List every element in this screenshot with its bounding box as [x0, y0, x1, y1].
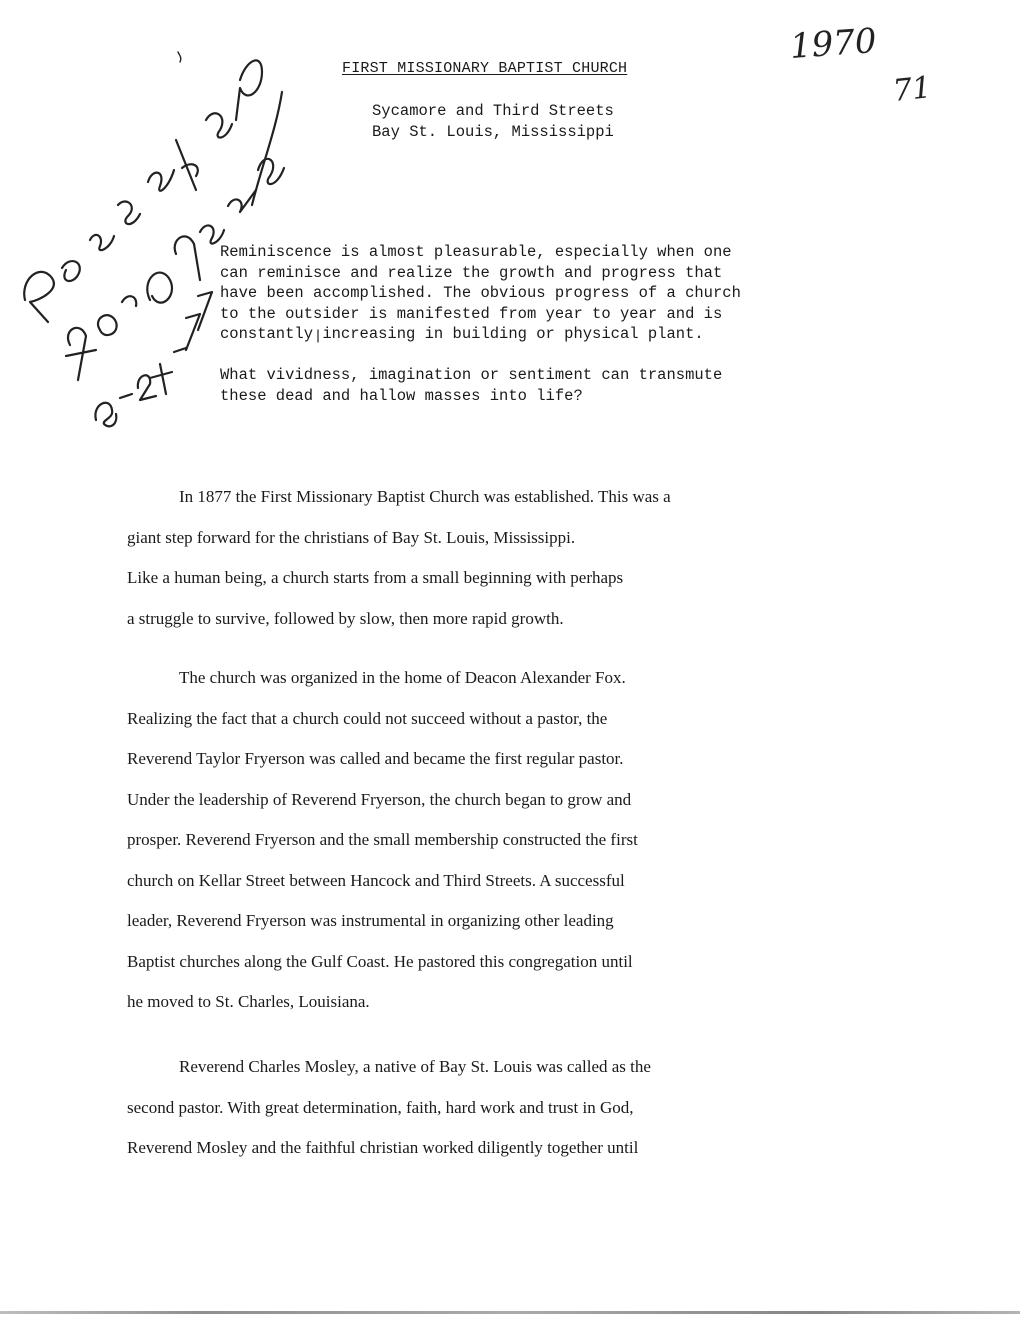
scan-edge-line — [0, 1311, 1020, 1314]
text-line: leader, Reverend Fryerson was instrumental in organizing other leading — [127, 911, 614, 930]
text-line: Reverend Charles Mosley, a native of Bay St. Louis was called as the — [179, 1057, 651, 1076]
handwritten-number: 71 — [891, 70, 933, 109]
text-line: In 1877 the First Missionary Baptist Church was established. This was a — [179, 487, 671, 506]
address-block — [372, 101, 614, 143]
intro-paragraph-1 — [220, 242, 840, 345]
text-line: can reminisce and realize the growth and progress that — [220, 263, 723, 282]
text-line: Under the leadership of Reverend Fryerson, the church began to grow and — [127, 789, 632, 809]
text-line: constantly increasing in building or physical plant. — [220, 325, 704, 343]
text-line: have been accomplished. The obvious progress of a church — [220, 284, 741, 302]
document-title: FIRST MISSIONARY BAPTIST CHURCH — [342, 60, 628, 77]
address-line-city: Bay St. Louis, Mississippi — [372, 123, 614, 141]
text-line: Reverend Taylor Fryerson was called and became the first regular pastor. — [127, 749, 624, 768]
address-line-street: Sycamore and Third Streets — [372, 102, 614, 120]
text-line: church on Kellar Street between Hancock and Third Streets. A successful — [127, 870, 625, 890]
body-paragraph-3 — [127, 1047, 927, 1169]
text-line: The church was organized in the home of Deacon Alexander Fox. — [179, 668, 626, 687]
text-line: Reverend Mosley and the faithful christian worked diligently together until — [127, 1138, 639, 1157]
text-line: these dead and hallow masses into life? — [220, 386, 583, 405]
text-line: Like a human being, a church starts from a small beginning with perhaps — [127, 568, 624, 587]
text-line: a struggle to survive, followed by slow, then more rapid growth. — [127, 608, 564, 628]
text-line: to the outsider is manifested from year to year and is — [220, 304, 723, 323]
text-line: Realizing the fact that a church could not succeed without a pastor, the — [127, 708, 608, 728]
text-line: Reminiscence is almost pleasurable, especially when one — [220, 243, 732, 261]
text-line: What vividness, imagination or sentiment can transmute — [220, 366, 723, 384]
text-line: giant step forward for the christians of Bay St. Louis, Mississippi. — [127, 527, 576, 547]
body-paragraph-1 — [127, 477, 927, 639]
text-line: second pastor. With great determination, faith, hard work and trust in God, — [127, 1097, 634, 1117]
text-line: Baptist churches along the Gulf Coast. He pastored this congregation until — [127, 951, 633, 971]
text-line: prosper. Reverend Fryerson and the small membership constructed the first — [127, 830, 638, 849]
intro-paragraph-2 — [220, 365, 840, 406]
body-paragraph-2 — [127, 658, 927, 1023]
handwritten-year: 1970 — [788, 21, 878, 67]
text-line: he moved to St. Charles, Louisiana. — [127, 992, 370, 1011]
